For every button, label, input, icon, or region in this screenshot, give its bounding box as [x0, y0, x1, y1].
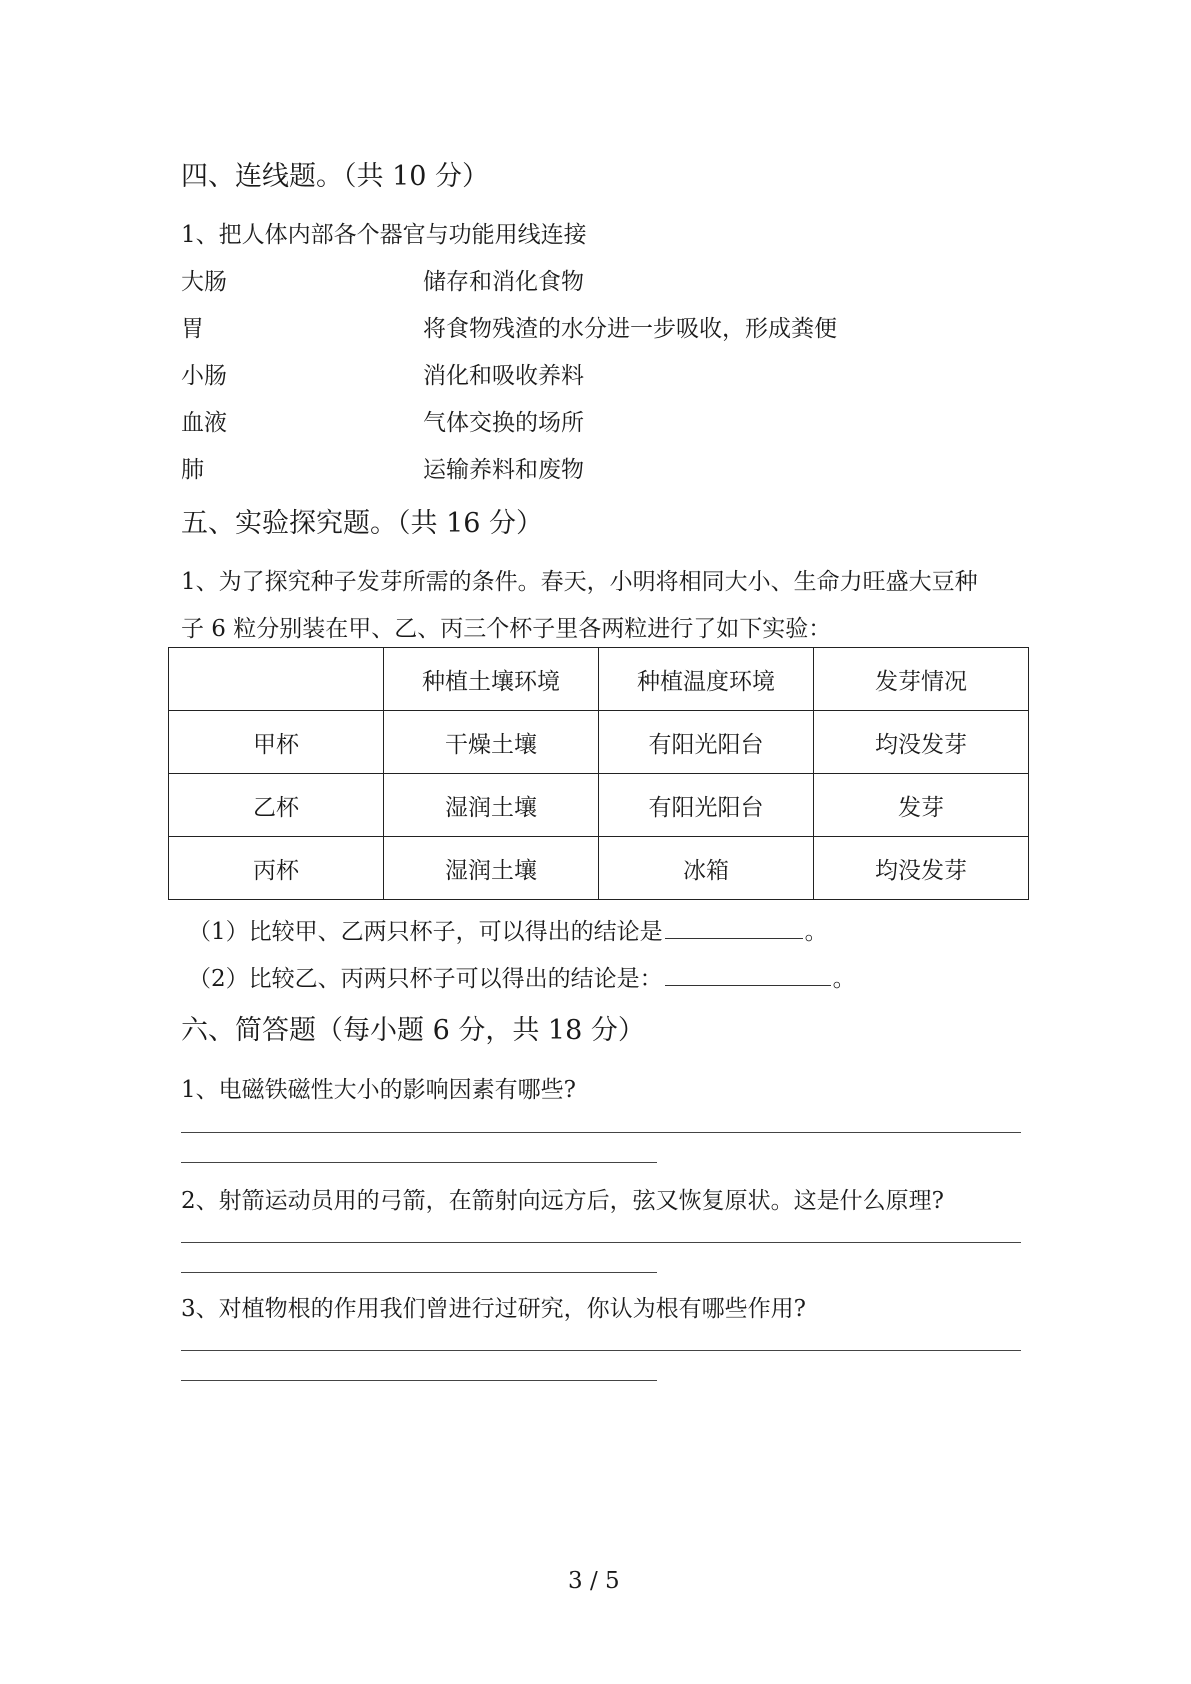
answer-blank[interactable] [665, 984, 831, 986]
function-item: 运输养料和废物 [423, 457, 584, 483]
function-item: 消化和吸收养料 [423, 363, 584, 389]
function-item: 将食物残渣的水分进一步吸收，形成粪便 [423, 316, 837, 342]
table-row [169, 711, 1029, 774]
table-cell: 丙杯 [169, 837, 384, 900]
sub-question-2-prefix: （2）比较乙、丙两只杯子可以得出的结论是： [188, 966, 663, 992]
function-item: 储存和消化食物 [423, 269, 584, 295]
answer-line[interactable] [181, 1132, 1021, 1133]
organ-item: 血液 [181, 410, 227, 436]
table-cell: 均没发芽 [814, 837, 1029, 900]
sub-question-1-suffix: 。 [804, 919, 828, 945]
table-cell: 干燥土壤 [384, 711, 599, 774]
answer-line[interactable] [181, 1162, 657, 1163]
section-6-title: 六、简答题（每小题 6 分，共 18 分） [181, 1015, 645, 1046]
table-cell: 均没发芽 [814, 711, 1029, 774]
answer-line[interactable] [181, 1350, 1021, 1351]
table-cell: 甲杯 [169, 711, 384, 774]
table-header-cell: 发芽情况 [814, 648, 1029, 711]
sub-question-2 [188, 960, 856, 993]
section-5-question-line-2: 子 6 粒分别装在甲、乙、丙三个杯子里各两粒进行了如下实验： [181, 616, 832, 642]
table-row [169, 837, 1029, 900]
answer-blank[interactable] [665, 937, 803, 939]
sub-question-1-prefix: （1）比较甲、乙两只杯子，可以得出的结论是 [188, 919, 663, 945]
sub-question-1 [188, 913, 828, 946]
section-5-question-line-1: 1、为了探究种子发芽所需的条件。春天，小明将相同大小、生命力旺盛大豆种 [181, 569, 978, 595]
table-cell: 发芽 [814, 774, 1029, 837]
table-cell: 冰箱 [599, 837, 814, 900]
organ-item: 肺 [181, 457, 204, 483]
table-header-row [169, 648, 1029, 711]
function-item: 气体交换的场所 [423, 410, 584, 436]
table-row [169, 774, 1029, 837]
answer-line[interactable] [181, 1380, 657, 1381]
section-4-question-1: 1、把人体内部各个器官与功能用线连接 [181, 222, 587, 248]
section-5-title: 五、实验探究题。（共 16 分） [181, 508, 544, 539]
table-cell: 湿润土壤 [384, 837, 599, 900]
short-answer-question: 2、射箭运动员用的弓箭，在箭射向远方后，弦又恢复原状。这是什么原理? [181, 1188, 944, 1214]
table-cell: 乙杯 [169, 774, 384, 837]
organ-item: 胃 [181, 316, 204, 342]
page-number: 3 / 5 [568, 1568, 620, 1594]
table-header-cell: 种植土壤环境 [384, 648, 599, 711]
organ-item: 大肠 [181, 269, 227, 295]
answer-line[interactable] [181, 1242, 1021, 1243]
answer-line[interactable] [181, 1272, 657, 1273]
table-cell: 有阳光阳台 [599, 774, 814, 837]
table-header-cell: 种植温度环境 [599, 648, 814, 711]
section-4-title: 四、连线题。（共 10 分） [181, 161, 490, 192]
organ-item: 小肠 [181, 363, 227, 389]
table-header-cell [169, 648, 384, 711]
table-cell: 有阳光阳台 [599, 711, 814, 774]
table-cell: 湿润土壤 [384, 774, 599, 837]
sub-question-2-suffix: 。 [832, 966, 856, 992]
short-answer-question: 1、电磁铁磁性大小的影响因素有哪些? [181, 1077, 576, 1103]
experiment-table [168, 647, 1029, 900]
short-answer-question: 3、对植物根的作用我们曾进行过研究，你认为根有哪些作用? [181, 1296, 806, 1322]
